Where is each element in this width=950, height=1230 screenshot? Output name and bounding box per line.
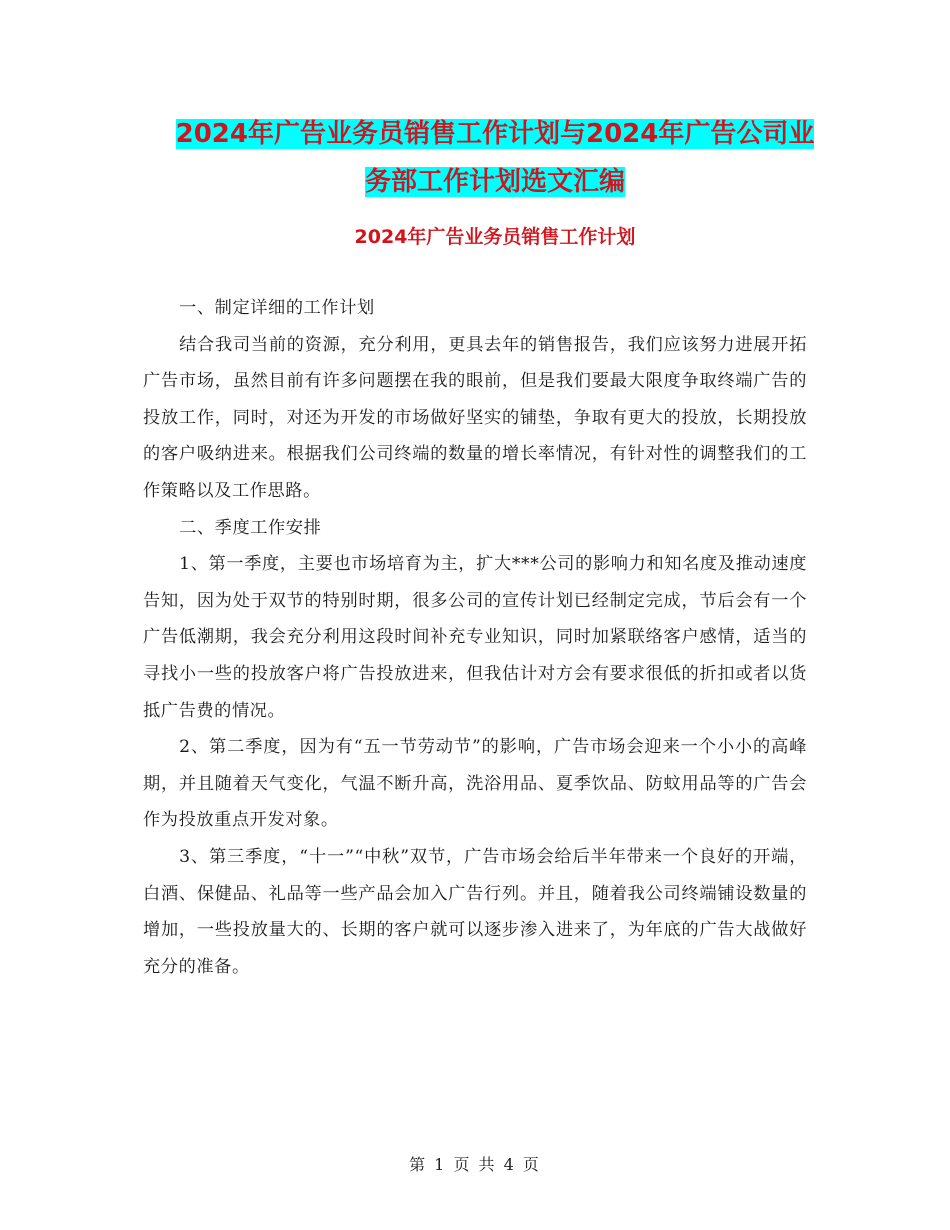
document-title-line-1: 2024年广告业务员销售工作计划与2024年广告公司业 [175, 119, 815, 149]
heading-work-plan: 一、制定详细的工作计划 [179, 298, 375, 318]
page-footer: 第 1 页 共 4 页 [409, 1155, 541, 1174]
paragraph: 1、第一季度，主要也市场培育为主，扩大***公司的影响力和知名度及推动速度告知，因为处于双节的特别时期，很多公司的宣传计划已经制定完成，节后会有一个广告低潮期，我会充分利用这段时间补充专业知识，同时加紧联络客户感情，适当的寻找小一些的投放客户将广告投放进来，但我估计对方会有要求很低的折扣或者以货抵广告费的情况。 [143, 554, 807, 721]
paragraph: 结合我司当前的资源，充分利用，更具去年的销售报告，我们应该努力进展开拓广告市场，虽然目前有许多问题摆在我的眼前，但是我们要最大限度争取终端广告的投放工作，同时，对还为开发的市场做好坚实的铺垫，争取有更大的投放，长期投放的客户吸纳进来。根据我们公司终端的数量的增长率情况，有针对性的调整我们的工作策略以及工作思路。 [143, 334, 807, 501]
document-title [140, 110, 850, 206]
section-title: 2024年广告业务员销售工作计划 [354, 226, 636, 248]
document-title-line-2: 务部工作计划选文汇编 [364, 167, 625, 197]
paragraph: 2、第二季度，因为有“五一节劳动节”的影响，广告市场会迎来一个小小的高峰期，并且随着天气变化，气温不断升高，洗浴用品、夏季饮品、防蚊用品等的广告会作为投放重点开发对象。 [143, 737, 807, 831]
document-body [143, 290, 807, 985]
paragraph: 3、第三季度，“十一”“中秋”双节，广告市场会给后半年带来一个良好的开端，白酒、保健品、礼品等一些产品会加入广告行列。并且，随着我公司终端铺设数量的增加，一些投放量大的、长期的客户就可以逐步渗入进来了，为年底的广告大战做好充分的准备。 [143, 846, 807, 977]
heading-quarterly-schedule: 二、季度工作安排 [179, 517, 322, 538]
